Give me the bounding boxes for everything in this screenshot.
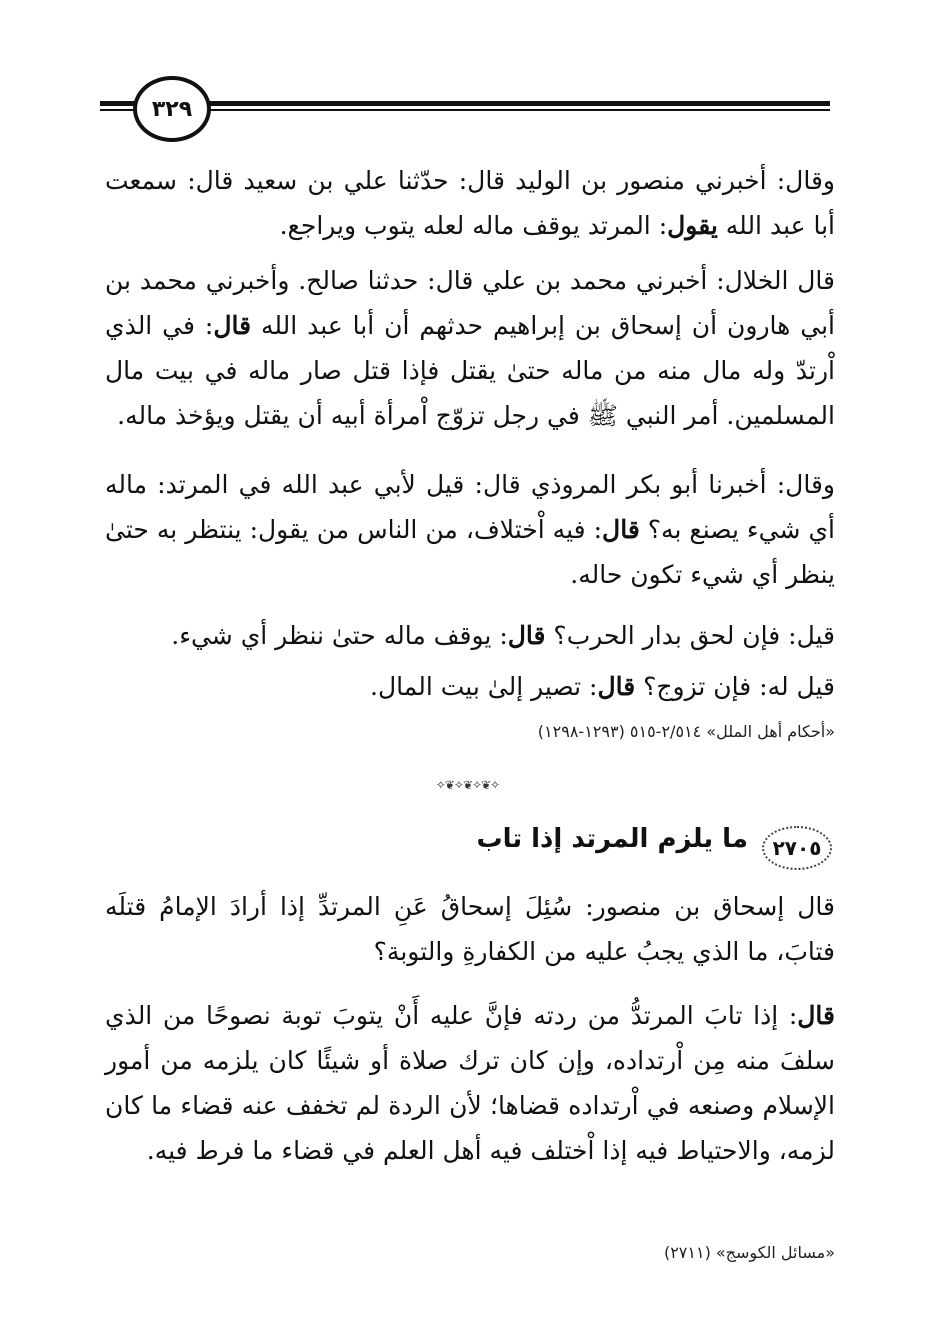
footnote-reference-1: «أحكام أهل الملل» ٢/٥١٤-٥١٥ (١٢٩٣-١٢٩٨) (537, 722, 835, 741)
paragraph-1: وقال: أخبرني منصور بن الوليد قال: حدّثنا علي بن سعيد قال: سمعت أبا عبد الله يقول: المرتد يوقف ماله لعله يتوب ويراجع. (105, 166, 835, 240)
section-paragraph-2: قال: إذا تابَ المرتدُّ من ردته فإنَّ عليه أَنْ يتوبَ توبة نصوحًا من الذي سلفَ منه مِن اْرتداده، وإن كان ترك صلاة أو شيئًا كان يلزمه من أمور الإسلام وصنعه في اْرتداده قضاها؛ لأن الردة لم تخفف عنه قضاء ما كان لزمه، والاحتياط فيه إذا اْختلف فيه أهل العلم في قضاء ما فرط فيه. (105, 1001, 835, 1165)
section-title: ما يلزم المرتد إذا تاب (476, 824, 748, 854)
paragraph-2: قال الخلال: أخبرني محمد بن علي قال: حدثنا صالح. وأخبرني محمد بن أبي هارون أن إسحاق بن إبراهيم حدثهم أن أبا عبد الله قال: في الذي اْرتدّ وله مال منه من ماله حتىٰ يقتل فإذا قتل صار ماله في بيت مال المسلمين. أمر النبي ﷺ في رجل تزوّج اْمرأة أبيه أن يقتل ويؤخذ ماله. (105, 266, 835, 430)
footnote-reference-2: «مسائل الكوسج» (٢٧١١) (663, 1243, 835, 1262)
section-number-badge: ٢٧٠٥ (762, 826, 832, 870)
paragraph-5: قيل له: فإن تزوج؟ قال: تصير إلىٰ بيت المال. (370, 672, 835, 701)
paragraph-4: قيل: فإن لحق بدار الحرب؟ قال: يوقف ماله حتىٰ ننظر أي شيء. (171, 621, 835, 650)
section-paragraph-1: قال إسحاق بن منصور: سُئِلَ إسحاقُ عَنِ المرتدِّ إذا أرادَ الإمامُ قتلَه فتابَ، ما الذي يجبُ عليه من الكفارةِ والتوبة؟ (105, 892, 835, 966)
page-number: ٣٢٩ (133, 76, 211, 142)
section-divider-ornament: ✧❦✧❦✧❦✧ (435, 778, 500, 792)
paragraph-3: وقال: أخبرنا أبو بكر المروذي قال: قيل لأبي عبد الله في المرتد: ماله أي شيء يصنع به؟ قال: فيه اْختلاف، من الناس من يقول: ينتظر به حتىٰ ينظر أي شيء تكون حاله. (105, 470, 835, 589)
